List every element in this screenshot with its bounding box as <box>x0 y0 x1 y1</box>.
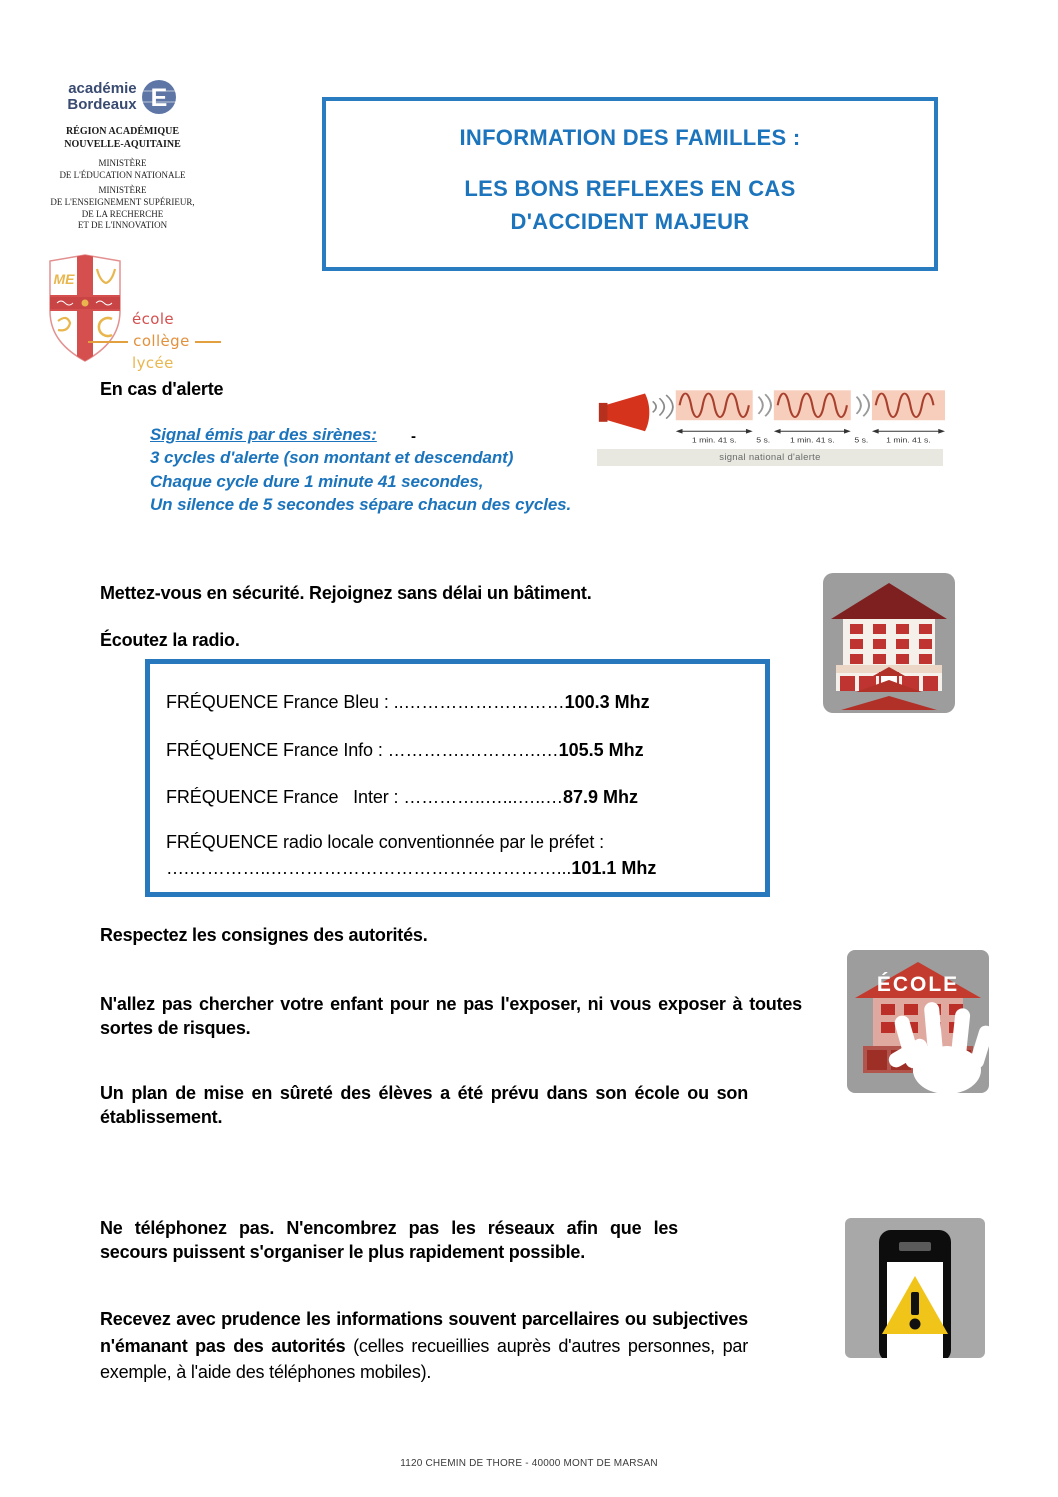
title-line1: INFORMATION DES FAMILLES : <box>459 125 801 150</box>
frequency-box <box>145 659 770 897</box>
title-box <box>322 97 938 271</box>
frequency-value-bleu: 100.3 Mhz <box>564 692 650 712</box>
college-dash-right <box>195 341 221 343</box>
region-line1: RÉGION ACADÉMIQUE <box>65 126 180 137</box>
academy-logo-line2: Bordeaux <box>67 96 137 113</box>
pause-label-2: 5 s. <box>854 436 869 445</box>
frequency-label-inter: FRÉQUENCE France Inter : …………..…...…..… <box>166 787 563 807</box>
frequency-line-locale-value <box>166 858 656 879</box>
crest-monogram: ME <box>53 271 75 287</box>
frequency-leader-locale: ….…………..…………………………………………... <box>166 858 572 878</box>
crest-word-ecole: école <box>132 310 175 328</box>
academy-logo-line1: académie <box>68 79 137 97</box>
footer-address: 1120 CHEMIN DE THORE - 40000 MONT DE MARSAN <box>400 1458 658 1469</box>
college-dash-left <box>88 341 128 343</box>
ministry-enseignement <box>40 185 205 232</box>
siren-waveform-figure <box>595 384 945 447</box>
duration-label-3: 1 min. 41 s. <box>886 436 931 445</box>
alert-heading: En cas d'alerte <box>100 379 224 399</box>
crest-word-lycee: lycée <box>132 354 174 372</box>
caution-regular-part: (celles recueillies auprès d'autres personnes, par exemple, à l'aide des téléphones mobiles). <box>100 1335 748 1383</box>
crest-word-college-row <box>88 332 221 350</box>
ministry-line2: DE L'ÉDUCATION NATIONALE <box>59 169 186 180</box>
frequency-label-locale: FRÉQUENCE radio locale conventionnée par le préfet : <box>166 832 605 852</box>
signal-line1: 3 cycles d'alerte (son montant et descendant) <box>150 448 514 468</box>
ministry-line1: MINISTÈRE <box>98 158 147 168</box>
signal-dash-mark: - <box>411 428 416 445</box>
no-pickup-instruction: N'allez pas chercher votre enfant pour ne pas l'exposer, ni vous exposer à toutes sortes de risques. <box>100 994 802 1039</box>
phone-warning-icon <box>845 1218 985 1358</box>
ministry-line5: DE LA RECHERCHE <box>81 208 164 219</box>
title-line3: D'ACCIDENT MAJEUR <box>510 209 750 234</box>
siren-horn-icon <box>599 393 649 431</box>
academy-logo-text <box>67 81 136 113</box>
frequency-line-info <box>166 740 644 761</box>
marianne-e-letter: E <box>150 84 167 112</box>
crest-word-college: collège <box>133 332 190 350</box>
ministry-line3: MINISTÈRE <box>98 185 147 196</box>
frequency-line-bleu <box>166 692 650 713</box>
shelter-instruction: Mettez-vous en sécurité. Rejoignez sans délai un bâtiment. <box>100 583 592 603</box>
caution-instruction <box>100 1306 748 1386</box>
signal-line3: Un silence de 5 secondes sépare chacun des cycles. <box>150 495 572 515</box>
duration-label-2: 1 min. 41 s. <box>789 436 835 445</box>
wave-block-2 <box>774 390 851 444</box>
frequency-value-inter: 87.9 Mhz <box>562 787 638 807</box>
ministry-block <box>40 158 205 232</box>
pause-label-1: 5 s. <box>756 436 771 445</box>
siren-caption-bar: signal national d'alerte <box>597 449 943 466</box>
school-no-pickup-icon <box>847 950 989 1093</box>
wave-block-1 <box>676 390 753 444</box>
building-shelter-icon <box>823 573 955 713</box>
signal-title: Signal émis par des sirènes: <box>150 425 377 444</box>
signal-line2: Chaque cycle dure 1 minute 41 secondes, <box>150 471 484 491</box>
ecole-roof-label: ÉCOLE <box>876 973 960 996</box>
frequency-label-info: FRÉQUENCE France Info : ………….………….… <box>166 740 559 760</box>
region-line2: NOUVELLE-AQUITAINE <box>64 138 181 150</box>
safety-plan-instruction: Un plan de mise en sûreté des élèves a été prévu dans son école ou son établissement. <box>100 1083 748 1128</box>
frequency-value-locale: 101.1 Mhz <box>571 858 657 878</box>
radio-instruction: Écoutez la radio. <box>100 630 240 650</box>
region-academique <box>40 126 205 151</box>
siren-signal-text <box>150 423 571 517</box>
academy-logo <box>40 78 205 116</box>
frequency-label-bleu: FRÉQUENCE France Bleu : ..……………………… <box>166 692 565 712</box>
wave-block-3 <box>872 390 945 444</box>
ministry-line4: DE L'ENSEIGNEMENT SUPÉRIEUR, <box>50 197 195 208</box>
frequency-value-info: 105.5 Mhz <box>558 740 644 760</box>
no-phone-instruction: Ne téléphonez pas. N'encombrez pas les réseaux afin que les secours puissent s'organiser le plus rapidement possible. <box>100 1218 678 1263</box>
title-line2: LES BONS REFLEXES EN CAS <box>464 176 796 201</box>
frequency-line-locale <box>166 832 604 853</box>
caution-bold-part: Recevez avec prudence les informations souvent parcellaires ou subjectives n'émanant pas des autorités <box>100 1309 748 1356</box>
academy-logo-block <box>40 78 205 232</box>
frequency-line-inter <box>166 787 638 808</box>
ministry-line6: ET DE L'INNOVATION <box>77 220 168 231</box>
marianne-e-icon <box>140 78 178 116</box>
respect-instruction: Respectez les consignes des autorités. <box>100 925 428 945</box>
duration-label-1: 1 min. 41 s. <box>691 436 737 445</box>
ministry-education <box>40 158 205 181</box>
